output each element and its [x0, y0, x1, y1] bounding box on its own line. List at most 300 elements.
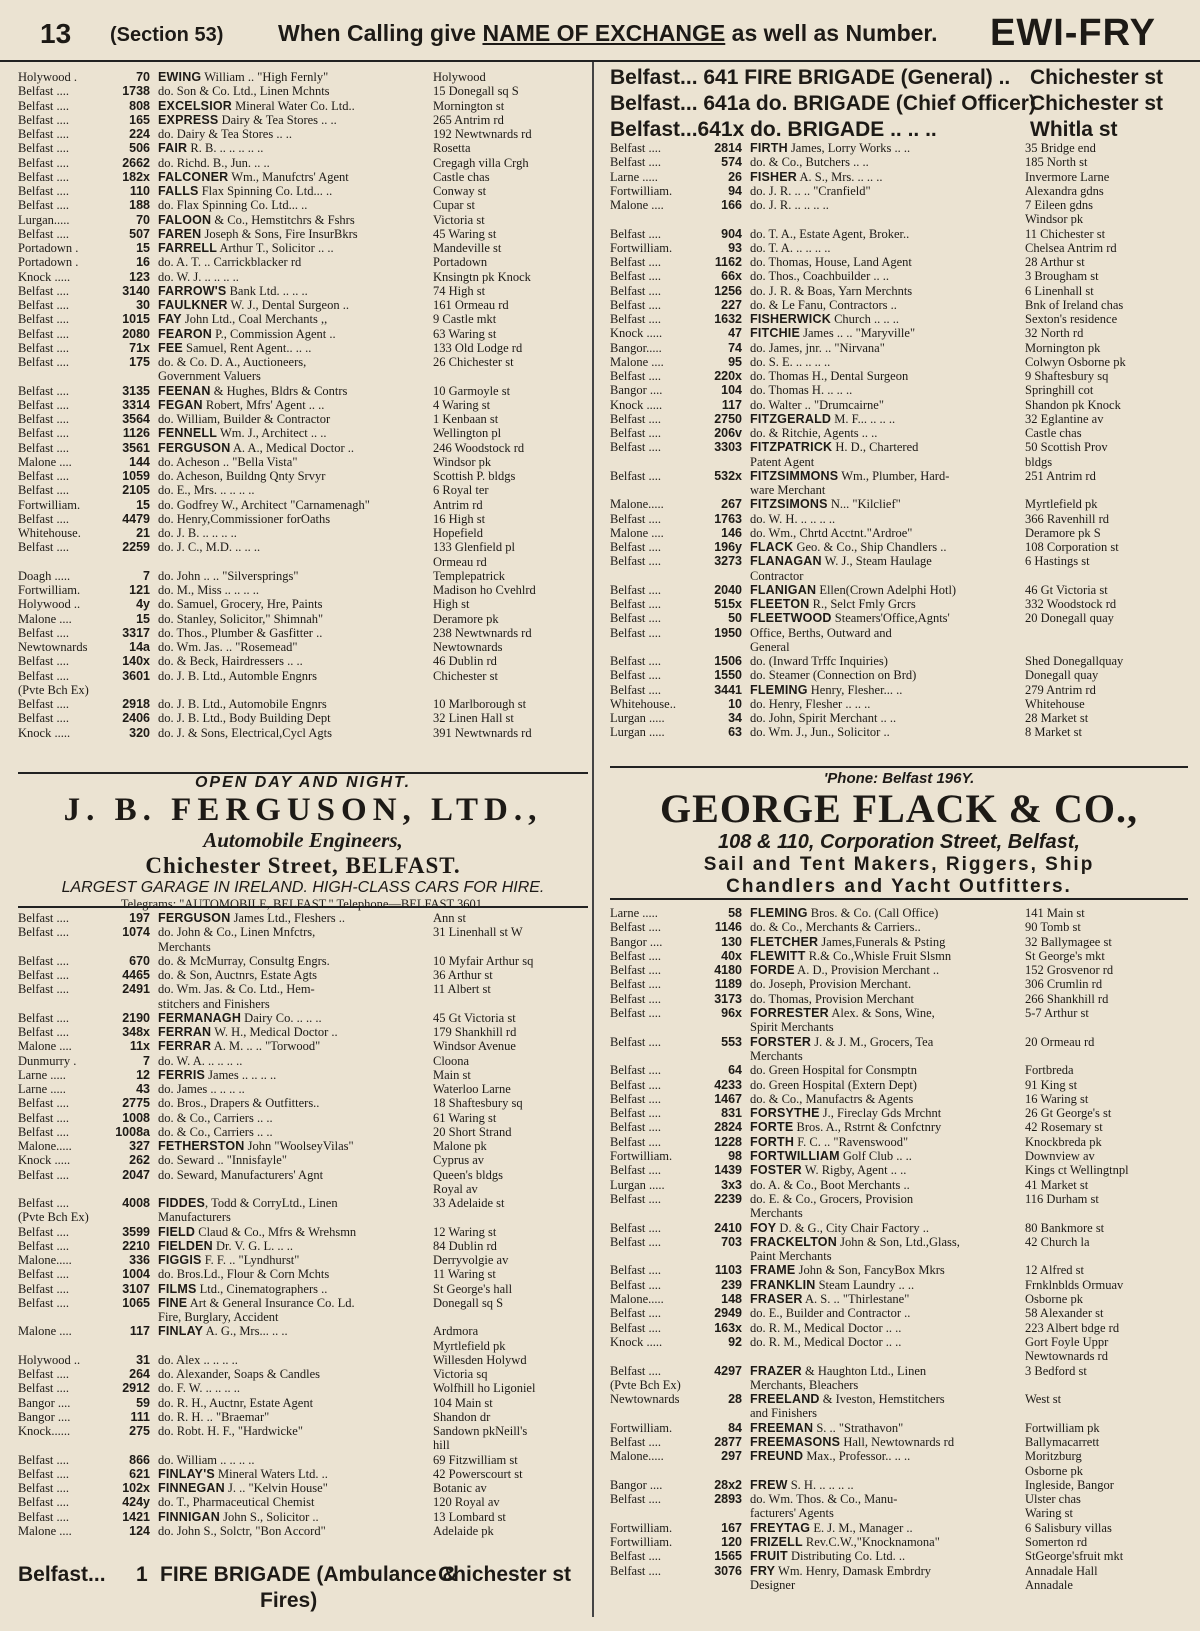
entry-subscriber: do. J. C., M.D. .. .. ..	[158, 540, 261, 555]
entry-address: 9 Castle mkt	[433, 312, 497, 327]
entry-address: Mandeville st	[433, 241, 502, 255]
entry-exchange: Belfast ....	[18, 426, 70, 441]
entry-exchange: Fortwilliam.	[18, 497, 81, 512]
flack-rule-top	[610, 766, 1188, 768]
entry-exchange: Fortwilliam.	[610, 183, 673, 198]
entry-address: 9 Shaftesbury sq	[1025, 369, 1109, 383]
entry-subscriber: FAY John Ltd., Coal Merchants ,,	[158, 312, 328, 327]
entry-address: 10 Garmoyle st	[433, 383, 511, 398]
flack-company-name: GEORGE FLACK & CO.,	[660, 786, 1138, 831]
entry-exchange: Belfast ....	[18, 155, 70, 170]
entry-subscriber: do. Wm. Jas. .. "Rosemead"	[158, 640, 298, 654]
entry-address: Annadale Hall	[1025, 1563, 1098, 1578]
entry-exchange: Belfast ....	[18, 1025, 70, 1039]
listing-continuation	[610, 483, 1190, 497]
entry-exchange: Belfast ....	[18, 1267, 70, 1282]
entry-address: Victoria sq	[433, 1367, 488, 1381]
ad-trade: Automobile Engineers,	[203, 828, 403, 852]
listing-entry	[610, 668, 1190, 682]
entry-address: Wellington pl	[433, 426, 502, 441]
entry-exchange: Holywood ..	[18, 597, 81, 612]
entry-exchange: Belfast ....	[610, 991, 662, 1006]
listing-entry	[18, 982, 588, 996]
entry-exchange: Belfast ....	[18, 1495, 70, 1510]
entry-address: Osborne pk	[1025, 1292, 1083, 1307]
listing-continuation	[610, 1049, 1190, 1063]
left-listings-top	[18, 70, 588, 740]
entry-address: Derryvolgie av	[433, 1253, 509, 1267]
entry-address: 266 Shankhill rd	[1025, 991, 1109, 1006]
entry-subscriber: FLEMING Henry, Flesher... ..	[750, 682, 903, 697]
entry-exchange: Belfast ....	[610, 269, 662, 284]
entry-number: 1004	[122, 1267, 150, 1282]
entry-subscriber: do. Thomas, Provision Merchant	[750, 991, 914, 1006]
entry-exchange: Belfast ....	[18, 511, 70, 526]
entry-address: bldgs	[1025, 454, 1053, 469]
entry-address: 26 Chichester st	[433, 355, 514, 369]
listing-entry	[18, 312, 588, 326]
page-number: 13	[40, 18, 72, 49]
entry-exchange: Belfast ....	[610, 1306, 662, 1321]
entry-number: 30	[136, 298, 150, 312]
entry-exchange: Belfast ....	[610, 1549, 662, 1564]
entry-subscriber: do. Thomas H. .. .. ..	[750, 383, 853, 398]
entry-exchange: Belfast ....	[610, 1234, 662, 1249]
entry-address: 33 Adelaide st	[433, 1196, 505, 1210]
entry-exchange: Belfast ....	[610, 1134, 662, 1149]
entry-subscriber: do. William .. .. .. ..	[158, 1452, 255, 1467]
listing-continuation	[610, 455, 1190, 469]
entry-number: 4180	[714, 963, 742, 978]
entry-exchange: Belfast ....	[610, 1320, 662, 1335]
listing-continuation	[610, 640, 1190, 654]
entry-subscriber: do. Steamer (Connection on Brd)	[750, 668, 917, 683]
listing-entry	[610, 1149, 1190, 1163]
entry-address: 3 Brougham st	[1025, 269, 1099, 284]
listing-entry	[18, 1239, 588, 1253]
listing-continuation	[610, 1406, 1190, 1420]
entry-exchange: Malone.....	[18, 1139, 72, 1153]
entry-exchange: Belfast ....	[610, 1063, 662, 1078]
listing-continuation	[18, 997, 588, 1011]
entry-address: Osborne pk	[1025, 1463, 1083, 1478]
entry-address: 90 Tomb st	[1025, 920, 1081, 935]
entry-subscriber: FINNIGAN John S., Solicitor ..	[158, 1509, 319, 1524]
entry-subscriber: do. James, jnr. .. "Nirvana"	[750, 340, 885, 355]
entry-exchange: Belfast ....	[18, 1367, 70, 1381]
entry-exchange: Larne .....	[18, 1082, 66, 1096]
footer-name: FIRE BRIGADE (Ambulance &	[160, 1563, 458, 1586]
entry-address: 108 Corporation st	[1025, 540, 1119, 554]
entry-number: 3564	[122, 412, 150, 426]
entry-address: 332 Woodstock rd	[1025, 597, 1117, 611]
entry-subscriber: FEARON P., Commission Agent ..	[158, 326, 336, 341]
entry-address: 120 Royal av	[433, 1495, 500, 1510]
entry-subscriber: FLEWITT R.& Co.,Whisle Fruit Slsmn	[750, 948, 952, 963]
entry-address: 46 Dublin rd	[433, 654, 497, 669]
entry-address: 13 Lombard st	[433, 1509, 506, 1524]
fire-brigade-address: Whitla st	[1030, 118, 1118, 141]
listing-entry	[18, 384, 588, 398]
entry-subscriber: FIELD Claud & Co., Mfrs & Wrehsmn	[158, 1224, 357, 1239]
entry-number: 66x	[721, 269, 742, 284]
entry-subscriber: FIGGIS F. F. .. "Lyndhurst"	[158, 1253, 300, 1267]
entry-number: 1506	[714, 654, 742, 668]
listing-entry	[18, 512, 588, 526]
entry-number: 63	[728, 725, 742, 740]
entry-subscriber: do. W. H. .. .. .. ..	[750, 511, 836, 526]
notice-pre: When Calling give	[278, 20, 477, 46]
entry-subscriber: do. J. & Sons, Electrical,Cycl Agts	[158, 725, 332, 740]
entry-address: 246 Woodstock rd	[433, 440, 525, 455]
entry-exchange: Dunmurry .	[18, 1053, 77, 1068]
entry-subscriber: do. John .. .. "Silversprings"	[158, 568, 299, 583]
entry-number: 117	[721, 397, 742, 412]
entry-number: 14a	[129, 640, 150, 654]
entry-exchange: Belfast ....	[610, 1163, 662, 1178]
entry-subscriber: do. & Co., Butchers .. ..	[750, 155, 869, 170]
entry-address: Downview av	[1025, 1149, 1095, 1164]
entry-exchange: Belfast ....	[18, 312, 70, 327]
entry-subscriber: do. Seward, Manufacturers' Agnt	[158, 1167, 324, 1182]
entry-address: 5-7 Arthur st	[1025, 1006, 1089, 1021]
entry-subscriber: do. W. A. .. .. .. ..	[158, 1053, 243, 1068]
entry-exchange: Belfast ....	[610, 1091, 662, 1106]
entry-subscriber: FISHERWICK Church .. .. ..	[750, 312, 899, 326]
listing-continuation	[18, 555, 588, 569]
entry-address: Madison ho Cvehlrd	[433, 583, 536, 597]
entry-number: 831	[721, 1106, 742, 1121]
entry-subscriber: FOSTER W. Rigby, Agent .. ..	[750, 1163, 907, 1178]
listing-entry	[18, 925, 588, 939]
entry-address: 58 Alexander st	[1025, 1306, 1104, 1321]
listing-continuation	[610, 1249, 1190, 1263]
listing-entry	[18, 1168, 588, 1182]
entry-exchange: Malone ....	[18, 611, 72, 626]
entry-exchange: Belfast ....	[610, 963, 662, 978]
entry-address: 32 Linen Hall st	[433, 711, 514, 726]
listing-entry	[610, 440, 1190, 454]
listing-entry	[610, 469, 1190, 483]
entry-exchange: Bangor ....	[610, 383, 663, 398]
entry-number: 188	[129, 198, 150, 213]
entry-subscriber: FORTH F. C. .. "Ravenswood"	[750, 1134, 909, 1149]
entry-subscriber: do. R. M., Medical Doctor .. ..	[750, 1334, 902, 1349]
entry-number: 140x	[122, 654, 150, 669]
entry-subscriber: do. T. A., Estate Agent, Broker..	[750, 226, 910, 241]
listing-entry	[610, 383, 1190, 397]
entry-address: Hopefield	[433, 526, 483, 540]
entry-exchange: Malone ....	[610, 354, 664, 369]
listing-entry	[610, 184, 1190, 198]
entry-number: 808	[129, 98, 150, 113]
entry-number: 1074	[122, 925, 150, 940]
entry-address: Frnklnblds Ormuav	[1025, 1277, 1124, 1292]
entry-number: 167	[721, 1520, 742, 1535]
listing-entry	[610, 1263, 1190, 1277]
listing-entry	[610, 583, 1190, 597]
entry-address: Mornington pk	[1025, 340, 1101, 355]
entry-address: 12 Waring st	[433, 1224, 497, 1239]
listing-entry	[18, 626, 588, 640]
entry-number: 70	[136, 212, 150, 227]
entry-number: 1126	[122, 426, 150, 441]
listing-entry	[610, 597, 1190, 611]
entry-number: 92	[728, 1334, 742, 1349]
footer-number: 1	[136, 1563, 148, 1586]
entry-address: 20 Short Strand	[433, 1124, 512, 1139]
entry-subscriber: FITZPATRICK H. D., Chartered	[750, 440, 919, 455]
column-divider	[592, 62, 594, 1617]
listing-entry	[18, 1267, 588, 1281]
listing-entry	[610, 1292, 1190, 1306]
entry-subscriber: FORSYTHE J., Fireclay Gds Mrchnt	[750, 1106, 942, 1121]
listing-continuation	[18, 1310, 588, 1324]
listing-entry	[18, 241, 588, 255]
entry-subscriber: do. A. T. .. Carrickblacker rd	[158, 255, 302, 270]
entry-number: 2893	[714, 1492, 742, 1507]
listing-entry	[610, 949, 1190, 963]
entry-address: 133 Glenfield pl	[433, 540, 515, 555]
entry-address: 11 Chichester st	[1025, 226, 1106, 241]
entry-address: 1 Kenbaan st	[433, 412, 499, 426]
listing-entry	[18, 1225, 588, 1239]
entry-exchange: Belfast ....	[18, 1124, 70, 1139]
entry-exchange: Newtownards	[18, 640, 88, 654]
entry-subscriber: FRAZER & Haughton Ltd., Linen	[750, 1363, 927, 1378]
entry-subscriber: do. Thomas, House, Land Agent	[750, 255, 912, 269]
entry-exchange: Belfast ....	[610, 682, 662, 697]
entry-address: 265 Antrim rd	[433, 112, 504, 127]
entry-subscriber: do. Joseph, Provision Merchant.	[750, 977, 912, 992]
ferguson-advert	[18, 774, 588, 912]
listing-entry	[610, 1063, 1190, 1077]
listing-entry	[18, 284, 588, 298]
entry-subscriber: do. J. R. .. .. .. ..	[750, 198, 829, 212]
entry-subscriber: do. William, Builder & Contractor	[158, 412, 331, 426]
entry-number: 267	[721, 497, 742, 512]
listing-entry	[610, 1178, 1190, 1192]
entry-subscriber: do. Dairy & Tea Stores .. ..	[158, 127, 292, 141]
entry-subscriber: do. John, Spirit Merchant .. ..	[750, 711, 897, 725]
listing-entry	[610, 697, 1190, 711]
entry-address: St George's mkt	[1025, 948, 1105, 963]
listing-entry	[18, 1510, 588, 1524]
entry-exchange: Belfast ....	[610, 1106, 662, 1121]
entry-address: 251 Antrim rd	[1025, 468, 1096, 483]
entry-number: 2824	[714, 1120, 742, 1135]
entry-exchange: Fortwilliam.	[610, 1535, 673, 1550]
entry-exchange: Belfast ....	[610, 654, 662, 668]
entry-subscriber: do. J. R. & Boas, Yarn Merchnts	[750, 283, 913, 298]
entry-exchange: Belfast ....	[610, 369, 662, 383]
entry-subscriber: do. Walter .. "Drumcairne"	[750, 397, 884, 412]
entry-address: 26 Gt George's st	[1025, 1106, 1112, 1121]
entry-subscriber: FORSTER J. & J. M., Grocers, Tea	[750, 1034, 934, 1049]
listing-entry	[610, 1235, 1190, 1249]
entry-subscriber: do. Alexander, Soaps & Candles	[158, 1367, 320, 1381]
entry-number: 2662	[122, 155, 150, 170]
listing-entry	[18, 170, 588, 184]
entry-subscriber: FORTE Bros. A., Rstrnt & Confctnry	[750, 1120, 942, 1135]
listing-continuation	[610, 1378, 1190, 1392]
entry-exchange: Belfast ....	[18, 383, 70, 398]
entry-subscriber: FERMANAGH Dairy Co. .. .. ..	[158, 1010, 322, 1025]
entry-number: 111	[130, 1409, 150, 1424]
entry-exchange: Belfast ....	[610, 540, 662, 554]
entry-subscriber: General	[750, 639, 790, 654]
entry-subscriber: do. T. A. .. .. .. ..	[750, 240, 831, 255]
listing-entry	[18, 1068, 588, 1082]
entry-subscriber: do. M., Miss .. .. .. ..	[158, 583, 260, 597]
entry-number: 95	[728, 354, 742, 369]
entry-subscriber: Patent Agent	[750, 454, 815, 469]
fire-brigade-line: Belfast... 641a do. BRIGADE (Chief Officer)	[610, 92, 1036, 115]
entry-subscriber: do. Thos., Coachbuilder .. ..	[750, 269, 889, 284]
entry-number: 532x	[714, 468, 742, 483]
listing-entry	[610, 1092, 1190, 1106]
entry-number: 182x	[122, 169, 150, 184]
listing-continuation	[610, 212, 1190, 226]
entry-address: 15 Donegall sq S	[433, 84, 519, 99]
entry-subscriber: FALLS Flax Spinning Co. Ltd... ..	[158, 184, 333, 198]
entry-address: 16 Waring st	[1025, 1091, 1089, 1106]
listing-entry	[610, 1306, 1190, 1320]
listing-entry	[18, 1039, 588, 1053]
listing-continuation	[18, 1339, 588, 1353]
listing-entry	[18, 1481, 588, 1495]
listing-entry	[18, 612, 588, 626]
entry-number: 104	[721, 383, 742, 398]
entry-subscriber: FITZSIMMONS Wm., Plumber, Hard-	[750, 468, 950, 483]
entry-exchange: Belfast ....	[18, 1167, 70, 1182]
ad-open-day: OPEN DAY AND NIGHT.	[194, 774, 412, 791]
entry-number: 348x	[122, 1025, 150, 1039]
entry-exchange: Belfast ....	[610, 554, 662, 569]
entry-address: Somerton rd	[1025, 1535, 1088, 1550]
entry-subscriber: do. Godfrey W., Architect "Carnamenagh"	[158, 497, 370, 512]
listing-entry	[610, 426, 1190, 440]
exchange-notice	[278, 20, 937, 47]
entry-number: 15	[136, 611, 150, 626]
entry-number: 2190	[122, 1010, 150, 1025]
entry-subscriber: do. J. B. Ltd., Automobile Engnrs	[158, 697, 327, 711]
entry-address: 6 Linenhall st	[1025, 283, 1094, 298]
entry-exchange: Belfast ....	[610, 668, 662, 683]
entry-subscriber: do. & Co., Carriers .. ..	[158, 1110, 273, 1125]
notice-emphasis: NAME OF EXCHANGE	[482, 20, 726, 46]
entry-address: Malone pk	[433, 1139, 487, 1153]
entry-number: 94	[728, 183, 742, 198]
entry-number: 26	[728, 169, 742, 184]
fire-brigade-address: Chichester st	[1030, 92, 1164, 115]
entry-subscriber: FETHERSTON John "WoolseyVilas"	[158, 1139, 354, 1153]
entry-exchange: Knock .....	[610, 1334, 663, 1349]
listing-entry	[610, 141, 1190, 155]
ad-company-name: J. B. FERGUSON, LTD.,	[63, 792, 543, 828]
entry-address: 91 King st	[1025, 1077, 1078, 1092]
notice-post: as well as Number.	[731, 20, 938, 46]
entry-exchange: Belfast ....	[610, 1563, 662, 1578]
entry-subscriber: FERRIS James .. .. .. ..	[158, 1067, 277, 1082]
entry-exchange: Belfast ....	[610, 1492, 662, 1507]
listing-entry	[610, 512, 1190, 526]
entry-subscriber: do. Bros., Drapers & Outfitters..	[158, 1096, 320, 1111]
fire-brigade-address: Chichester st	[1030, 66, 1164, 89]
entry-number: 11x	[129, 1039, 150, 1054]
entry-exchange: Belfast ....	[610, 426, 662, 440]
listing-entry	[18, 184, 588, 198]
entry-address: 306 Crumlin rd	[1025, 977, 1103, 992]
entry-address: Newtownards	[433, 640, 503, 654]
ad-slogan: LARGEST GARAGE IN IRELAND. HIGH-CLASS CARS FOR HIRE.	[61, 879, 545, 896]
entry-address: Windsor pk	[433, 454, 492, 469]
entry-number: 206v	[714, 426, 742, 440]
entry-number: 336	[129, 1253, 150, 1267]
entry-address: Whitehouse	[1025, 696, 1085, 711]
entry-subscriber: FALOON & Co., Hemstitchrs & Fshrs	[158, 212, 355, 227]
entry-exchange: Belfast ....	[18, 968, 70, 982]
entry-subscriber: do. & Son, Auctnrs, Estate Agts	[158, 968, 318, 982]
entry-address: Royal av	[433, 1181, 478, 1196]
listing-entry	[610, 1278, 1190, 1292]
listing-entry	[610, 1364, 1190, 1378]
listing-entry	[18, 227, 588, 241]
entry-number: 4y	[136, 597, 150, 612]
ad-address: Chichester Street, BELFAST.	[145, 853, 461, 878]
entry-exchange: Belfast ....	[610, 1220, 662, 1235]
entry-number: 50	[728, 611, 742, 626]
fire-brigade-entries	[610, 66, 1190, 144]
entry-exchange: Whitehouse..	[610, 696, 676, 711]
entry-address: Myrtlefield pk	[433, 1338, 506, 1353]
entry-exchange: Newtownards	[610, 1392, 680, 1407]
entry-number: 239	[721, 1277, 742, 1292]
listing-entry	[18, 398, 588, 412]
listing-entry	[18, 412, 588, 426]
entry-address: Windsor Avenue	[433, 1039, 516, 1054]
listing-entry	[18, 1524, 588, 1538]
entry-number: 28	[728, 1392, 742, 1407]
listing-entry	[18, 654, 588, 668]
entry-subscriber: do. S. E. .. .. .. ..	[750, 354, 831, 369]
entry-number: 2775	[122, 1096, 150, 1111]
entry-number: 120	[721, 1535, 742, 1550]
entry-subscriber: FITCHIE James .. .. "Maryville"	[750, 326, 916, 341]
entry-number: 47	[728, 326, 742, 341]
listing-entry	[18, 1111, 588, 1125]
entry-exchange: Belfast ....	[18, 1295, 70, 1310]
entry-subscriber: do. Acheson .. "Bella Vista"	[158, 454, 298, 469]
listing-entry	[18, 341, 588, 355]
entry-subscriber: FREEMASONS Hall, Newtownards rd	[750, 1434, 955, 1449]
entry-address: Colwyn Osborne pk	[1025, 354, 1126, 369]
entry-exchange: Belfast ....	[610, 1363, 662, 1378]
entry-number: 2949	[714, 1306, 742, 1321]
entry-subscriber: do. Wm., Chrtd Acctnt."Ardroe"	[750, 525, 913, 540]
entry-number: 2080	[122, 326, 150, 341]
entry-exchange: Belfast ....	[610, 312, 662, 326]
entry-exchange: Belfast ....	[18, 169, 70, 184]
entry-exchange: Belfast ....	[610, 283, 662, 298]
listing-entry	[18, 270, 588, 284]
entry-address: Chichester st	[433, 668, 498, 683]
entry-number: 7	[143, 1053, 150, 1068]
entry-exchange: Belfast ....	[18, 184, 70, 198]
entry-subscriber: do. E. & Co., Grocers, Provision	[750, 1191, 914, 1206]
listing-entry	[18, 1495, 588, 1509]
entry-address: Deramore pk	[433, 611, 499, 626]
